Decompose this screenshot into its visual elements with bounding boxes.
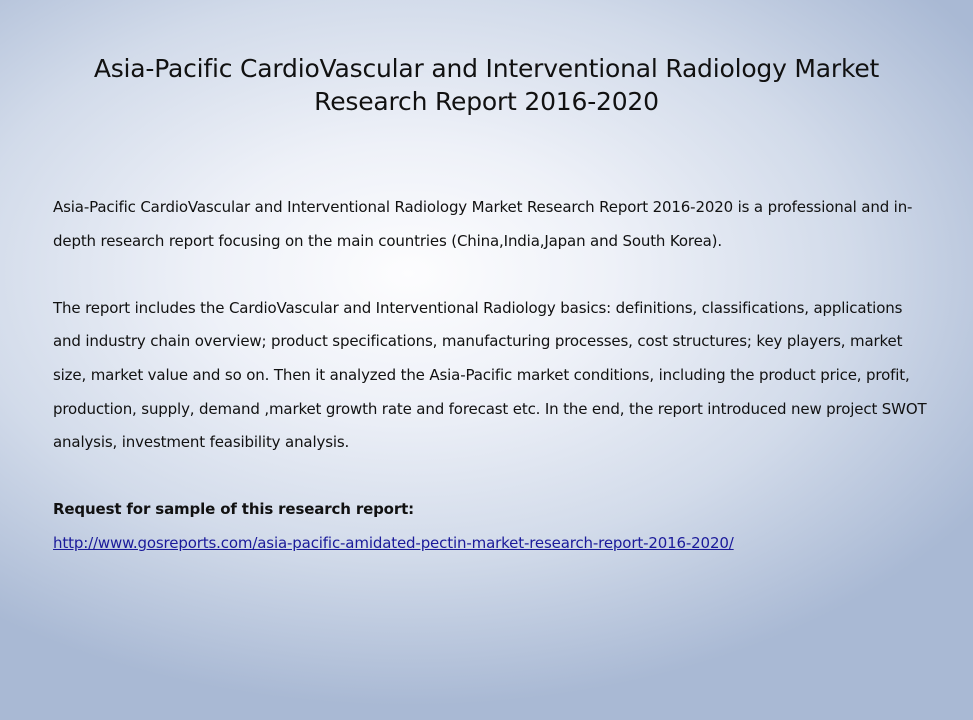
details-paragraph: The report includes the CardioVascular and Interventional Radiology basics: definitions, classifications, applications and industry chain overview; product specifications, manufacturing processes, cost structures; key players, market size, market value and so on. Then it analyzed the Asia-Pacific market conditions, including the product price, profit, production, supply, demand ,market growth rate and forecast etc. In the end, the report introduced new project SWOT analysis, investment feasibility analysis. <box>53 298 927 452</box>
request-label: Request for sample of this research report: <box>53 500 414 519</box>
intro-paragraph: Asia-Pacific CardioVascular and Interventional Radiology Market Research Report 2016-2020 is a professional and in-depth research report focusing on the main countries (China,India,Japan and South Korea). <box>53 198 913 250</box>
request-block <box>53 493 933 560</box>
slide-body <box>53 191 933 561</box>
slide-title: Asia-Pacific CardioVascular and Interventional Radiology Market Research Report 2016-2020 <box>93 54 880 116</box>
report-link[interactable]: http://www.gosreports.com/asia-pacific-amidated-pectin-market-research-report-2016-2020/ <box>53 533 734 552</box>
